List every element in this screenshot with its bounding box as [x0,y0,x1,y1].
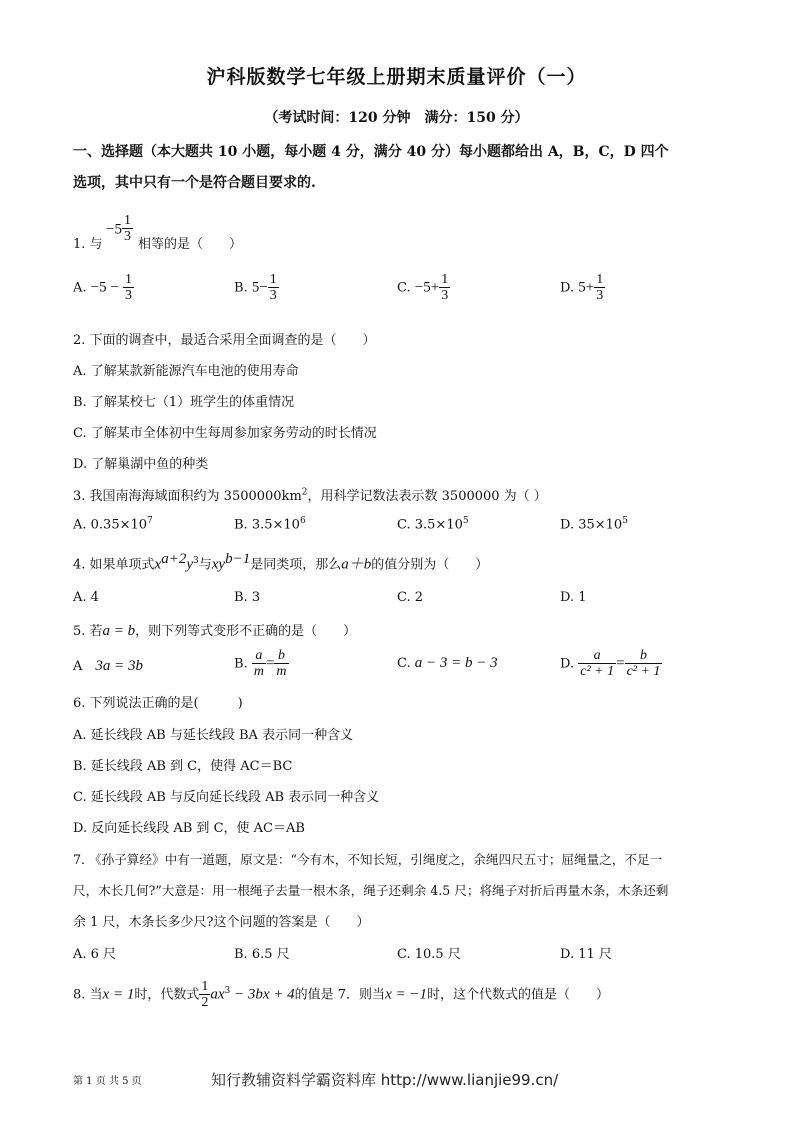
q6-option-c: C. 延长线段 AB 与反向延长线段 AB 表示同一种含义 [73,790,380,805]
q7-option-d: D. 11 尺 [560,947,612,962]
q5-option-c: C. a − 3 = b − 3 [397,655,498,671]
q1-option-b: B. 5− $\frac{1}{3}$ [234,272,277,304]
q4-option-a: A. 4 [73,590,99,605]
q6-option-a: A. 延长线段 AB 与延长线段 BA 表示同一种含义 [73,728,354,743]
q1-whole: −5 [106,221,122,238]
q7-stem-line3: 余 1 尺，木条长多少尺?这个问题的答案是（ ） [73,915,370,930]
q1-fraction: $\frac{1}{3}$ [123,213,131,245]
q5-option-a: A 3a = 3b [73,658,144,674]
q3-stem: 3. 我国南海海域面积约为 $3500000km^2$，用科学记数法表示数 3500000 为（ ） [73,487,547,504]
q7-option-a: A. 6 尺 [73,947,117,962]
q5-option-d: D. $\frac{a}{\text{c² + 1}}$ = $\frac{b}{\text{c² + 1}}$ [560,648,661,680]
q2-stem: 2. 下面的调查中，最适合采用全面调查的是（ ） [73,333,376,348]
section-heading-line2: 选项，其中只有一个是符合题目要求的. [73,175,316,191]
q6-option-b: B. 延长线段 AB 到 C，使得 AC＝BC [73,759,293,774]
q3-option-a: A. $0.35\times 10^7$ [73,516,153,533]
exam-info: （考试时间：120 分钟 满分：150 分） [264,110,529,126]
q1-option-c: C. −5+ $\frac{1}{3}$ [397,272,449,304]
q4-stem: 4. 如果单项式$x^{a+2}y^3$与$xy^{b-1}$是同类项，那么a＋b的值分别为（ ） [73,551,489,573]
q1-mixed-number [106,213,133,245]
q5-stem: 5. 若a = b，则下列等式变形不正确的是（ ） [73,623,357,639]
q7-stem-line1: 7. 《孙子算经》中有一道题，原文是：“今有木，不知长短，引绳度之，余绳四尺五寸；屈绳量之，不足一 [73,852,663,867]
q8-stem: 8. 当x = 1时，代数式 $\frac{1}{2}$ $ax^3 - 3bx + 4$的值是 7．则当x = −1时，这个代数式的值是（ ） [73,979,609,1011]
q2-option-b: B. 了解某校七（1）班学生的体重情况 [73,395,295,410]
q3-option-b: B. $3.5\times 10^6$ [234,516,306,533]
q7-option-b: B. 6.5 尺 [234,947,290,962]
section-heading-line1: 一、选择题（本大题共 10 小题，每小题 4 分，满分 40 分）每小题都给出 A，B，C，D 四个 [73,144,669,160]
page-number: 第 1 页 共 5 页 [73,1076,142,1087]
q3-option-d: D. $35\times 10^5$ [560,516,628,533]
q1-stem-tail: 相等的是（ ） [138,237,243,252]
watermark-link[interactable]: 知行教辅资料学霸资料库 http://www.lianjie99.cn/ [211,1071,559,1089]
q5-option-b: B. $\frac{a}{m}$ = $\frac{b}{m}$ [234,648,287,680]
q6-option-d: D. 反向延长线段 AB 到 C，使 AC＝AB [73,821,305,836]
q7-option-c: C. 10.5 尺 [397,947,461,962]
q7-stem-line2: 尺，木长几何?”大意是：用一根绳子去量一根木条，绳子还剩余 4.5 尺；将绳子对折后再量木条，木条还剩 [73,883,669,898]
q6-stem: 6. 下列说法正确的是( ) [73,696,243,711]
q2-option-d: D. 了解巢湖中鱼的种类 [73,457,209,472]
q4-option-b: B. 3 [234,590,261,605]
page-title: 沪科版数学七年级上册期末质量评价（一） [206,66,587,88]
q4-option-c: C. 2 [397,590,424,605]
q4-option-d: D. 1 [560,590,587,605]
q1-number: 1. 与 [73,237,103,252]
q1-option-d: D. 5+ $\frac{1}{3}$ [560,272,604,304]
q2-option-a: A. 了解某款新能源汽车电池的使用寿命 [73,364,299,379]
q3-option-c: C. $3.5\times 10^5$ [397,516,469,533]
q1-option-a: A. −5 − $\frac{1}{3}$ [73,272,132,304]
q2-option-c: C. 了解某市全体初中生每周参加家务劳动的时长情况 [73,426,377,441]
